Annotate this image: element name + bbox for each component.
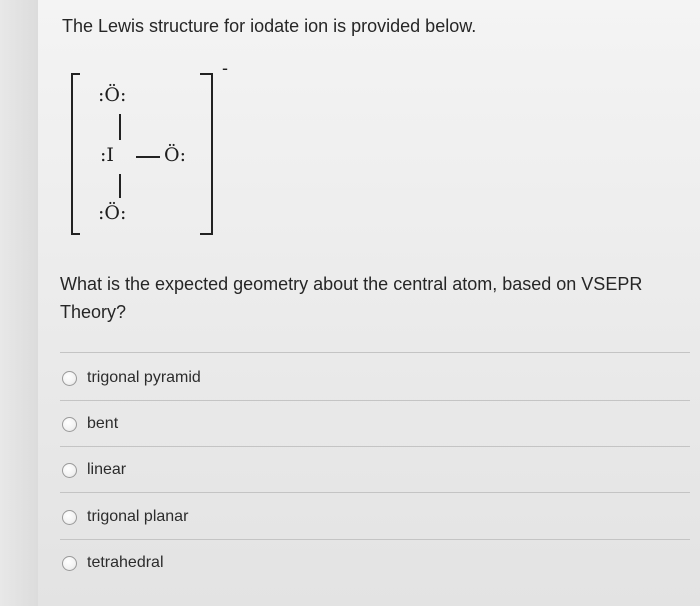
bottom-oxygen: :Ö:: [98, 202, 127, 224]
choice-label: trigonal pyramid: [87, 369, 201, 386]
radio-button[interactable]: [62, 556, 77, 571]
radio-button[interactable]: [62, 417, 77, 432]
choice-label: bent: [87, 415, 119, 432]
radio-button[interactable]: [62, 510, 77, 525]
divider: [60, 446, 690, 447]
top-oxygen: :Ö:: [98, 84, 127, 106]
lewis-brackets-and-bonds: [60, 56, 260, 246]
choice-label: tetrahedral: [87, 554, 164, 571]
question-prompt: The Lewis structure for iodate ion is provided below.: [62, 16, 477, 36]
right-oxygen: Ö:: [164, 144, 186, 166]
radio-button[interactable]: [62, 463, 77, 478]
choice-tetrahedral[interactable]: [62, 550, 164, 576]
central-iodine: :I: [100, 144, 114, 166]
choice-trigonal-planar[interactable]: [62, 504, 188, 530]
choice-label: trigonal planar: [87, 508, 189, 525]
choice-bent[interactable]: [62, 411, 118, 437]
left-margin: [0, 0, 38, 606]
divider: [60, 492, 690, 493]
lewis-structure: [60, 56, 260, 246]
divider: [60, 400, 690, 401]
choice-linear[interactable]: [62, 457, 126, 483]
divider: [60, 539, 690, 540]
choice-trigonal-pyramid[interactable]: [62, 365, 201, 391]
question-text: What is the expected geometry about the central atom, based on VSEPR Theory?: [60, 274, 643, 322]
charge-label: -: [222, 58, 228, 78]
radio-button[interactable]: [62, 371, 77, 386]
left-bracket: [72, 74, 80, 234]
choice-label: linear: [87, 461, 127, 478]
right-bracket: [200, 74, 212, 234]
divider: [60, 352, 690, 353]
